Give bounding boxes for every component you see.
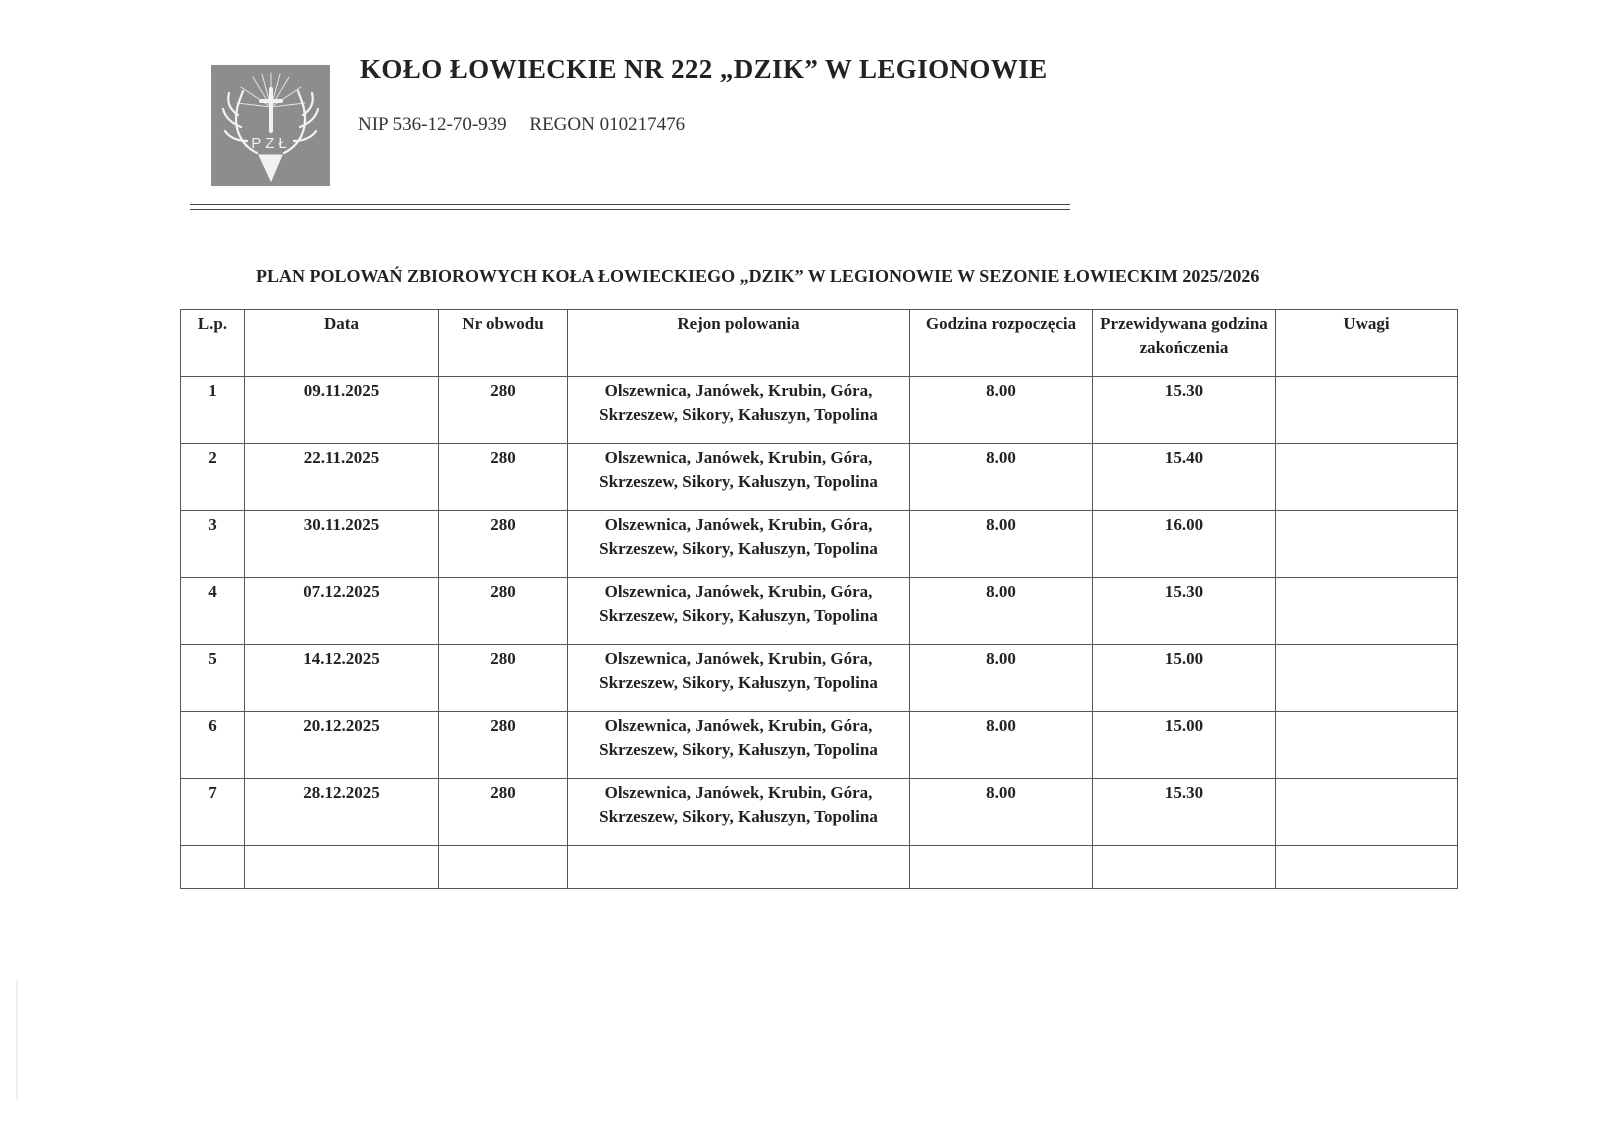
deer-cross-emblem-icon [211,65,330,186]
cell-end-time: 15.30 [1093,377,1276,444]
empty-cell [1093,846,1276,889]
empty-cell [568,846,910,889]
organization-name: KOŁO ŁOWIECKIE NR 222 „DZIK” W LEGIONOWIE [360,54,1048,84]
regon-number: REGON 010217476 [529,114,686,135]
cell-start-time: 8.00 [910,377,1093,444]
cell-date: 28.12.2025 [245,779,439,846]
table-row [181,712,1458,779]
cell-district: 280 [439,712,568,779]
table-row [181,779,1458,846]
region-line: Skrzeszew, Sikory, Kałuszyn, Topolina [599,740,878,759]
club-logo [211,65,330,186]
empty-cell [181,846,245,889]
region-line: Skrzeszew, Sikory, Kałuszyn, Topolina [599,673,878,692]
region-line: Olszewnica, Janówek, Krubin, Góra, [604,649,873,668]
table-row [181,645,1458,712]
cell-end-time: 15.00 [1093,712,1276,779]
region-line: Skrzeszew, Sikory, Kałuszyn, Topolina [599,606,878,625]
column-header-date: Data [245,310,439,377]
table-row [181,511,1458,578]
cell-lp: 2 [181,444,245,511]
cell-district: 280 [439,377,568,444]
region-line: Skrzeszew, Sikory, Kałuszyn, Topolina [599,807,878,826]
cell-end-time: 16.00 [1093,511,1276,578]
empty-table-row [181,846,1458,889]
cell-region [568,779,910,846]
cell-lp: 6 [181,712,245,779]
cell-district: 280 [439,779,568,846]
cell-region [568,578,910,645]
region-line: Skrzeszew, Sikory, Kałuszyn, Topolina [599,539,878,558]
region-line: Skrzeszew, Sikory, Kałuszyn, Topolina [599,472,878,491]
column-header-start-time: Godzina rozpoczęcia [910,310,1093,377]
logo-text: PZŁ [251,135,291,152]
cell-lp: 4 [181,578,245,645]
cell-date: 20.12.2025 [245,712,439,779]
cell-lp: 1 [181,377,245,444]
cell-region [568,645,910,712]
table-row [181,377,1458,444]
cell-region [568,712,910,779]
cell-district: 280 [439,444,568,511]
region-line: Olszewnica, Janówek, Krubin, Góra, [604,515,873,534]
cell-lp: 3 [181,511,245,578]
empty-cell [1276,846,1458,889]
cell-start-time: 8.00 [910,779,1093,846]
region-line: Olszewnica, Janówek, Krubin, Góra, [604,448,873,467]
cell-date: 30.11.2025 [245,511,439,578]
nip-number: NIP 536-12-70-939 [358,114,507,135]
document-title: PLAN POLOWAŃ ZBIOROWYCH KOŁA ŁOWIECKIEGO „DZIK” W LEGIONOWIE W SEZONIE ŁOWIECKIM 2025/2026 [256,266,1260,286]
cell-district: 280 [439,511,568,578]
cell-end-time: 15.30 [1093,779,1276,846]
table-row [181,578,1458,645]
region-line: Olszewnica, Janówek, Krubin, Góra, [604,716,873,735]
cell-end-time: 15.40 [1093,444,1276,511]
cell-region [568,377,910,444]
column-header-notes: Uwagi [1276,310,1458,377]
column-header-lp: L.p. [181,310,245,377]
hunt-plan-table [180,309,1458,889]
cell-date: 09.11.2025 [245,377,439,444]
cell-notes [1276,779,1458,846]
header-divider [190,204,1070,205]
cell-end-time: 15.30 [1093,578,1276,645]
cell-notes [1276,444,1458,511]
cell-start-time: 8.00 [910,444,1093,511]
cell-date: 14.12.2025 [245,645,439,712]
region-line: Skrzeszew, Sikory, Kałuszyn, Topolina [599,405,878,424]
cell-district: 280 [439,578,568,645]
region-line: Olszewnica, Janówek, Krubin, Góra, [604,783,873,802]
column-header-district: Nr obwodu [439,310,568,377]
cell-region [568,444,910,511]
cell-notes [1276,712,1458,779]
cell-start-time: 8.00 [910,645,1093,712]
cell-start-time: 8.00 [910,712,1093,779]
cell-start-time: 8.00 [910,511,1093,578]
cell-lp: 5 [181,645,245,712]
cell-lp: 7 [181,779,245,846]
column-header-region: Rejon polowania [568,310,910,377]
cell-date: 07.12.2025 [245,578,439,645]
empty-cell [439,846,568,889]
cell-start-time: 8.00 [910,578,1093,645]
region-line: Olszewnica, Janówek, Krubin, Góra, [604,381,873,400]
empty-cell [910,846,1093,889]
cell-notes [1276,377,1458,444]
header-divider-second [190,209,1070,210]
table-row [181,444,1458,511]
cell-notes [1276,511,1458,578]
empty-cell [245,846,439,889]
cell-end-time: 15.00 [1093,645,1276,712]
cell-notes [1276,578,1458,645]
organization-ids [358,114,703,136]
table-header-row [181,310,1458,377]
scan-margin-mark [16,980,18,1100]
cell-notes [1276,645,1458,712]
cell-date: 22.11.2025 [245,444,439,511]
cell-region [568,511,910,578]
cell-district: 280 [439,645,568,712]
region-line: Olszewnica, Janówek, Krubin, Góra, [604,582,873,601]
column-header-end-time: Przewidywana godzina zakończenia [1093,310,1276,377]
